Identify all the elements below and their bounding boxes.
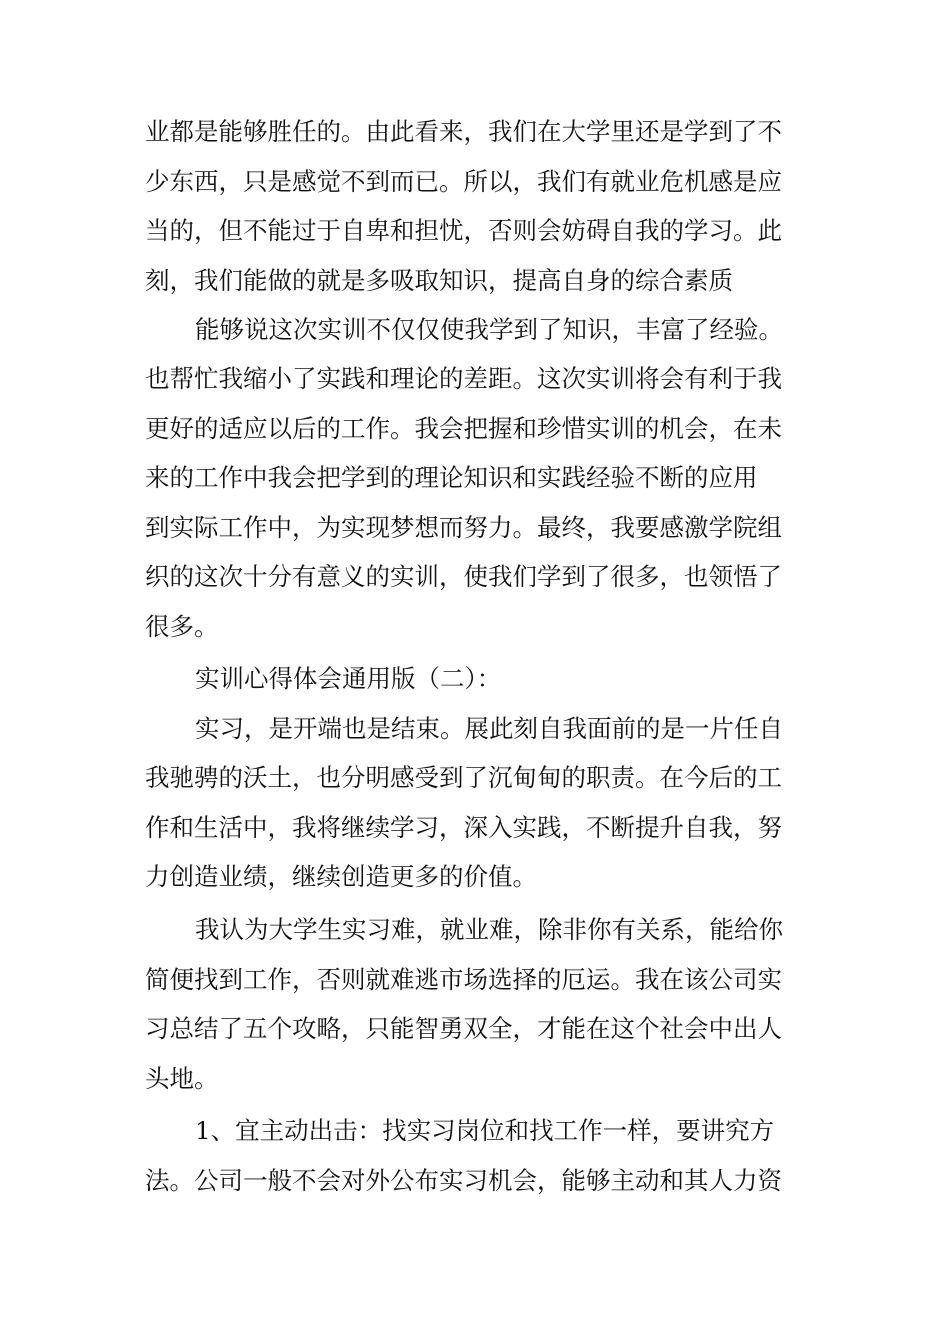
text-line: 头地。 — [145, 1064, 219, 1093]
text-line: 到实际工作中，为实现梦想而努力。最终，我要感激学院组 — [145, 513, 782, 542]
section-heading: 实训心得体会通用版（二）： — [195, 664, 502, 693]
text-line: 很多。 — [145, 612, 219, 641]
text-line: 作和生活中，我将继续学习，深入实践，不断提升自我，努 — [145, 813, 782, 842]
text-line: 习总结了五个攻略，只能智勇双全，才能在这个社会中出人 — [145, 1014, 782, 1043]
text-line: 来的工作中我会把学到的理论知识和实践经验不断的应用 — [145, 463, 758, 492]
text-line: 力创造业绩，继续创造更多的价值。 — [145, 862, 537, 891]
text-line: 法。公司一般不会对外公布实习机会，能够主动和其人力资 — [145, 1166, 782, 1195]
text-line: 1、宜主动出击：找实习岗位和找工作一样，要讲究方 — [195, 1116, 775, 1145]
text-line: 实习，是开端也是结束。展此刻自我面前的是一片任自 — [195, 714, 783, 743]
text-line: 我驰骋的沃土，也分明感受到了沉甸甸的职责。在今后的工 — [145, 763, 782, 792]
text-line: 也帮忙我缩小了实践和理论的差距。这次实训将会有利于我 — [145, 364, 782, 393]
text-line: 刻，我们能做的就是多吸取知识，提高自身的综合素质 — [145, 266, 733, 295]
text-line: 当的，但不能过于自卑和担忧，否则会妨碍自我的学习。此 — [145, 216, 782, 245]
text-line: 简便找到工作，否则就难逃市场选择的厄运。我在该公司实 — [145, 965, 782, 994]
text-line: 能够说这次实训不仅仅使我学到了知识，丰富了经验。 — [195, 315, 783, 344]
text-line: 业都是能够胜任的。由此看来，我们在大学里还是学到了不 — [145, 117, 782, 146]
text-line: 我认为大学生实习难，就业难，除非你有关系，能给你 — [195, 915, 783, 944]
text-line: 更好的适应以后的工作。我会把握和珍惜实训的机会，在未 — [145, 414, 782, 443]
text-line: 织的这次十分有意义的实训，使我们学到了很多，也领悟了 — [145, 562, 782, 591]
text-line: 少东西，只是感觉不到而已。所以，我们有就业危机感是应 — [145, 167, 782, 196]
